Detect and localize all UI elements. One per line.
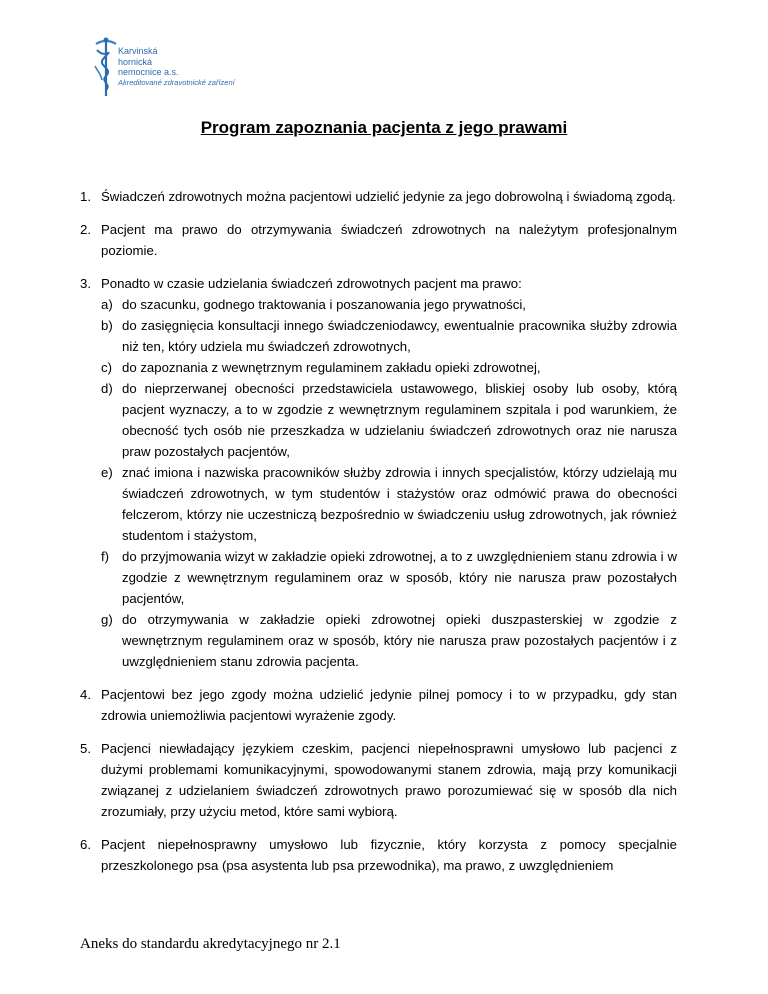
hospital-logo	[92, 36, 292, 100]
sub-list-item	[80, 609, 677, 672]
list-item	[80, 684, 677, 726]
list-item-text: Pacjent niepełnosprawny umysłowo lub fizycznie, który korzysta z pomocy specjalnie przeszkolonego psa (psa asystenta lub psa przewodnika), ma prawo, z uwzględnieniem	[101, 837, 677, 873]
list-item-text: Ponadto w czasie udzielania świadczeń zdrowotnych pacjent ma prawo:	[101, 276, 522, 291]
sub-list-item-text: do przyjmowania wizyt w zakładzie opieki zdrowotnej, a to z uwzględnieniem stanu zdrowia i w zgodzie z wewnętrznym regulaminem oraz w sposób, który nie narusza praw pozostałych pacjentów,	[122, 549, 677, 606]
sub-list-item	[80, 462, 677, 546]
logo-line-2: hornická	[118, 56, 153, 67]
list-item-number: 3.	[80, 276, 91, 291]
list-item	[80, 834, 677, 876]
list-item	[80, 273, 677, 294]
list-item-text: Pacjentowi bez jego zgody można udzielić jedynie pilnej pomocy i to w przypadku, gdy stan zdrowia uniemożliwia pacjentowi wyrażenie zgody.	[101, 687, 677, 723]
list-item-text: Świadczeń zdrowotnych można pacjentowi udzielić jedynie za jego dobrowolną i świadomą zgodą.	[101, 189, 676, 204]
sub-list-item-letter: d)	[101, 381, 113, 396]
logo-tagline: Akreditované zdravotnické zařízení	[118, 77, 235, 87]
sub-list-item-text: do zapoznania z wewnętrznym regulaminem zakładu opieki zdrowotnej,	[122, 360, 541, 375]
list-item-number: 1.	[80, 189, 91, 204]
sub-list-item-letter: g)	[101, 612, 113, 627]
sub-list-item	[80, 315, 677, 357]
sub-list-item-letter: b)	[101, 318, 113, 333]
caduceus-icon	[92, 36, 120, 98]
sub-list-item	[80, 378, 677, 462]
document-title: Program zapoznania pacjenta z jego prawami	[200, 118, 568, 137]
list-item	[80, 186, 677, 207]
list-item-number: 2.	[80, 222, 91, 237]
sub-list-item-text: do szacunku, godnego traktowania i poszanowania jego prywatności,	[122, 297, 526, 312]
logo-line-3: nemocnice a.s.	[118, 67, 179, 77]
sub-list-item-text: do zasięgnięcia konsultacji innego świadczeniodawcy, ewentualnie pracownika służby zdrowia niż ten, który udziela mu świadczeń zdrowotnych,	[122, 318, 677, 354]
logo-text	[118, 46, 235, 88]
list-item	[80, 219, 677, 261]
list-item	[80, 738, 677, 822]
list-item-number: 5.	[80, 741, 91, 756]
sub-list-item-letter: c)	[101, 360, 112, 375]
list-item-text: Pacjent ma prawo do otrzymywania świadczeń zdrowotnych na należytym profesjonalnym poziomie.	[101, 222, 677, 258]
sub-list-item	[80, 294, 677, 315]
sub-list-item-letter: a)	[101, 297, 113, 312]
sub-list-item-text: do otrzymywania w zakładzie opieki zdrowotnej opieki duszpasterskiej w zgodzie z wewnętrznym regulaminem oraz w sposób, który nie narusza praw pozostałych pacjentów i z uwzględnieniem stanu zdrowia pacjenta.	[122, 612, 677, 669]
logo-line-1: Karvinská	[118, 46, 158, 56]
page-footer: Aneks do standardu akredytacyjnego nr 2.1	[80, 936, 341, 952]
sub-list-item	[80, 357, 677, 378]
sub-list-item	[80, 546, 677, 609]
sub-list-item-letter: e)	[101, 465, 113, 480]
list-item-number: 6.	[80, 837, 91, 852]
list-item-number: 4.	[80, 687, 91, 702]
sub-list-item-letter: f)	[101, 549, 110, 564]
sub-list-item-text: znać imiona i nazwiska pracowników służby zdrowia i innych specjalistów, którzy udzielają mu świadczeń zdrowotnych, w tym studentów i stażystów oraz odmówić prawa do obecności felczerom, którzy nie uczestniczą bezpośrednio w świadczeniu usług zdrowotnych, jak również studentom i stażystom,	[122, 465, 677, 543]
sub-list-item-text: do nieprzerwanej obecności przedstawiciela ustawowego, bliskiej osoby lub osoby, którą pacjent wyznaczy, a to w zgodzie z wewnętrznym regulaminem szpitala i pod warunkiem, że obecność tych osób nie przeszkadza w udzielaniu świadczeń zdrowotnych oraz nie narusza praw pozostałych pacjentów,	[122, 381, 677, 459]
list-item-text: Pacjenci niewładający językiem czeskim, pacjenci niepełnosprawni umysłowo lub pacjenci z dużymi problemami komunikacyjnymi, spowodowanymi stanem zdrowia, mają przy komunikacji związanej z udzielaniem świadczeń zdrowotnych prawo porozumiewać się w sposób dla nich zrozumiały, przy użyciu metod, które sami wybiorą.	[101, 741, 677, 819]
document-body	[80, 186, 677, 876]
